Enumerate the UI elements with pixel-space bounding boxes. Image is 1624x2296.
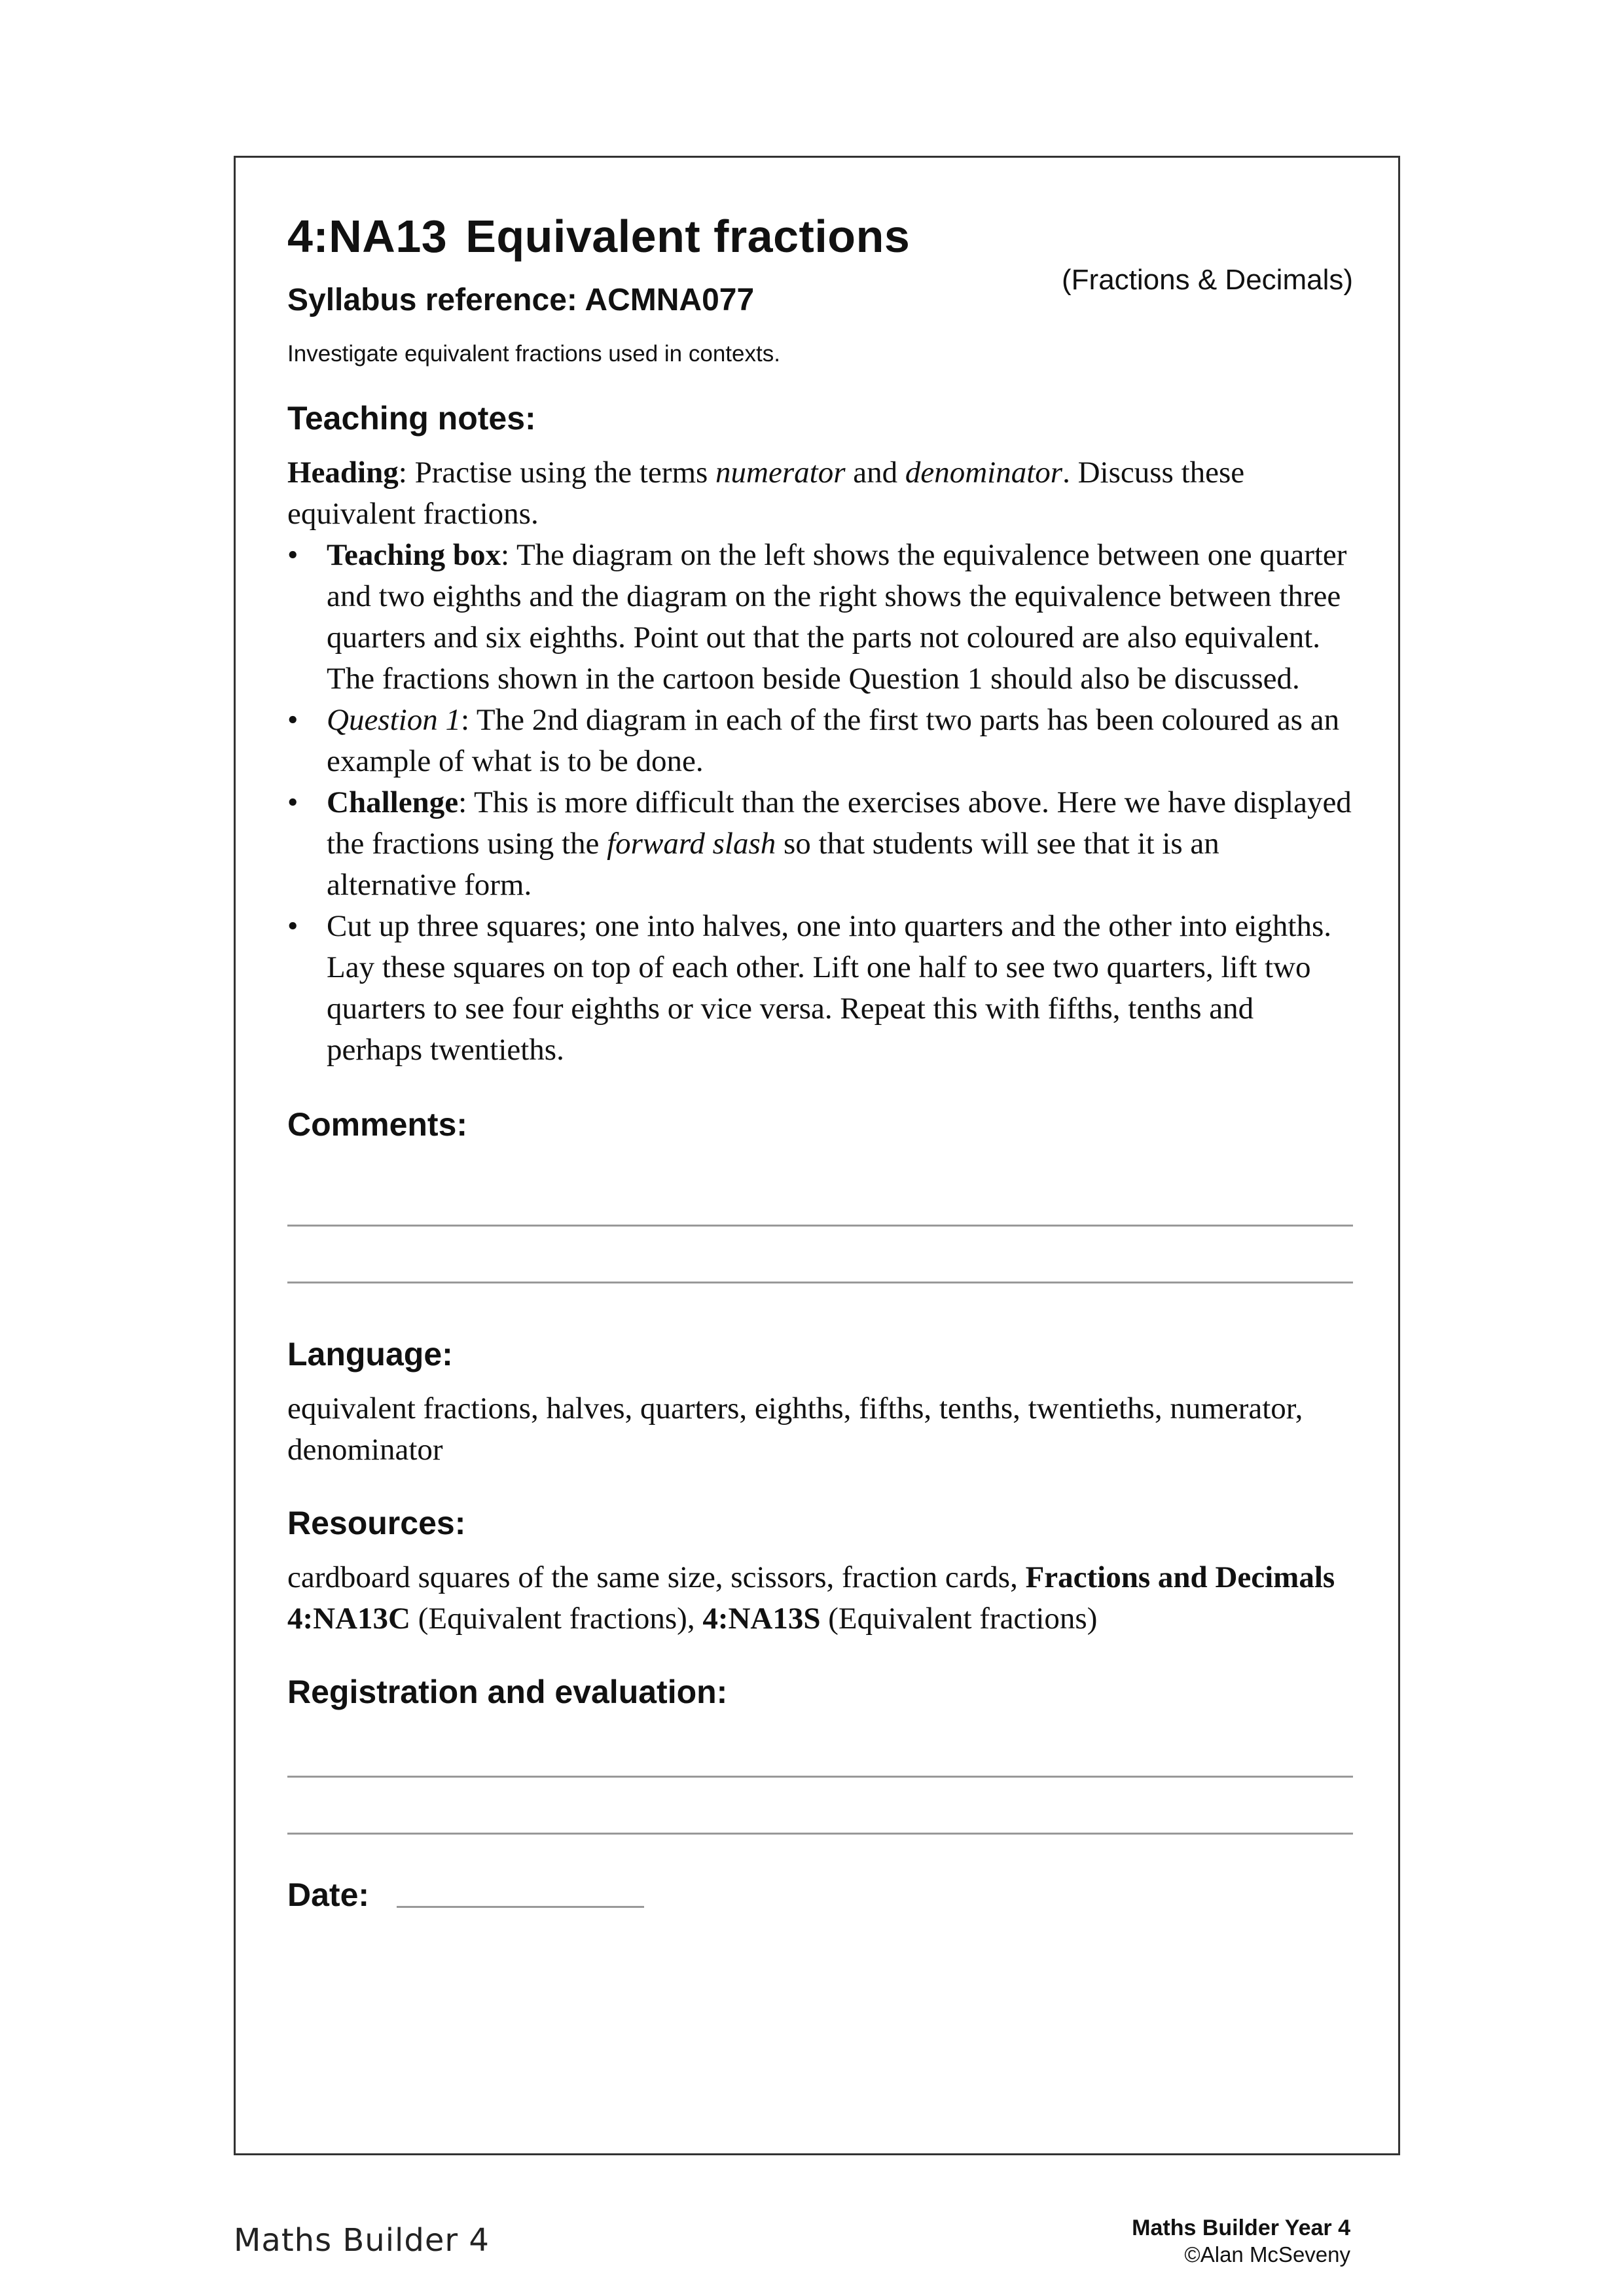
intro-text: : Practise using the terms <box>398 456 716 490</box>
lesson-card <box>234 156 1400 2155</box>
bullet-label: Challenge <box>327 785 459 819</box>
lesson-code: 4:NA13 <box>287 211 448 262</box>
bullet-text: so that students will see that it is an alternative form. <box>327 827 1219 902</box>
bullet-text: : This is more difficult than the exercises above. Here we have displayed the fractions using the <box>327 785 1352 861</box>
page-title <box>287 210 1353 262</box>
syllabus-description: Investigate equivalent fractions used in contexts. <box>287 341 780 367</box>
bullet-text: Cut up three squares; one into halves, one into quarters and the other into eighths. Lay these squares on top of each other. Lift one half to see two quarters, lift two quarters to see four eighths or vice versa. Repeat this with fifths, tenths and perhaps twentieths. <box>327 909 1331 1067</box>
comments-line-1 <box>287 1225 1353 1227</box>
lesson-title: Equivalent fractions <box>465 211 911 262</box>
language-heading: Language: <box>287 1336 453 1372</box>
language-text: equivalent fractions, halves, quarters, eighths, fifths, tenths, twentieths, numerator, denominator <box>287 1391 1303 1467</box>
intro-text: and <box>845 456 905 490</box>
footer-copyright: ©Alan McSeveny <box>1184 2242 1350 2267</box>
category-label: (Fractions & Decimals) <box>1062 264 1353 296</box>
resources-part: (Equivalent fractions), <box>410 1602 703 1636</box>
date-label: Date: <box>287 1876 370 1913</box>
footer-credits <box>1132 2214 1350 2268</box>
bullet-text: : The 2nd diagram in each of the first two parts has been coloured as an example of what is to be done. <box>327 703 1340 778</box>
registration-line-1 <box>287 1776 1353 1778</box>
footer-book-title: Maths Builder 4 <box>234 2222 490 2259</box>
resources-part: cardboard squares of the same size, scissors, fraction cards, <box>287 1560 1026 1594</box>
list-item <box>287 700 1353 782</box>
list-item <box>287 535 1353 700</box>
bullet-label: Teaching box <box>327 538 501 572</box>
bullet-label: Question 1 <box>327 703 461 737</box>
registration-heading: Registration and evaluation: <box>287 1674 728 1710</box>
teaching-notes-heading: Teaching notes: <box>287 400 536 437</box>
bullet-text: : The diagram on the left shows the equivalence between one quarter and two eighths and the diagram on the right shows the equivalence between three quarters and six eighths. Point out that the parts not coloured are also equivalent. The fractions shown in the cartoon beside Question 1 should also be discussed. <box>327 538 1347 696</box>
resources-part: (Equivalent fractions) <box>820 1602 1098 1636</box>
intro-text: . Discuss these equivalent fractions. <box>287 456 1245 531</box>
list-item <box>287 782 1353 906</box>
comments-line-2 <box>287 1282 1353 1283</box>
teaching-intro <box>287 452 1353 535</box>
intro-term-denominator: denominator <box>905 456 1063 490</box>
resources-bold: Fractions and Decimals 4:NA13C <box>287 1560 1335 1636</box>
list-item <box>287 906 1353 1071</box>
lesson-content <box>287 210 1353 1914</box>
resources-heading: Resources: <box>287 1505 466 1541</box>
footer-series: Maths Builder Year 4 <box>1132 2215 1350 2240</box>
intro-label: Heading <box>287 456 399 490</box>
teaching-notes-body <box>287 452 1353 1071</box>
date-line <box>397 1906 644 1908</box>
teaching-notes-list <box>287 535 1353 1071</box>
syllabus-reference: Syllabus reference: ACMNA077 <box>287 283 755 317</box>
resources-bold: 4:NA13S <box>702 1602 821 1636</box>
bullet-term: forward slash <box>607 827 776 861</box>
registration-line-2 <box>287 1833 1353 1835</box>
resources-text <box>287 1557 1353 1640</box>
date-row <box>287 1875 1353 1914</box>
comments-heading: Comments: <box>287 1106 468 1143</box>
intro-term-numerator: numerator <box>715 456 846 490</box>
